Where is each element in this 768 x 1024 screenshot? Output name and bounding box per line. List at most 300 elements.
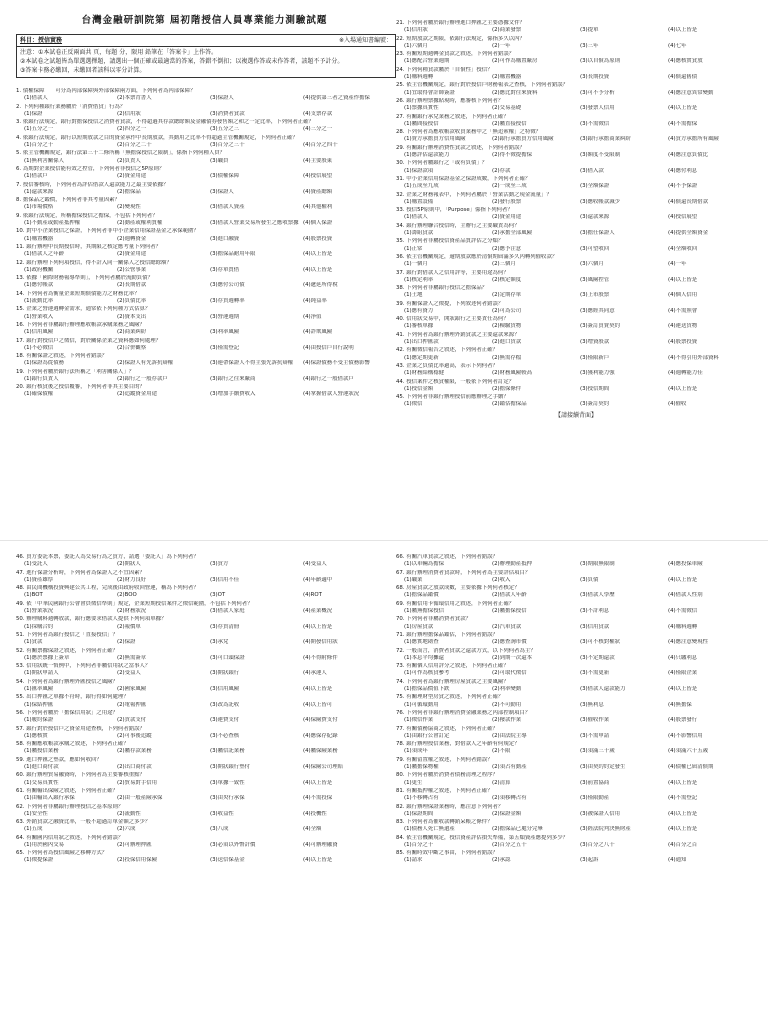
answer-option: (2)BOO [117,592,137,599]
question-stem: 58. 有關應收帳款承購之敘述，下列何者正確？ [16,741,129,748]
question-stem: 46. 買方委託本票，委託人為交易行為之買方，請選「委託人」為下列何者？ [16,554,199,560]
answer-option: (3)連帶保證人不得主張先訴抗辯權 [210,360,294,367]
answer-option: (4)買方承擔所有風險 [668,136,719,143]
question-item [396,394,756,408]
answer-option: (3)銀行承擔商業糾紛 [580,136,631,143]
answer-option: (2)一成至三成 [492,183,527,190]
question-item [16,726,396,740]
question-stem: 22. 短期放款之期限，依銀行法規定，係指多久以內？ [396,35,525,42]
question-item [16,741,396,755]
answer-option: (1)採購合約 [24,623,54,630]
question-stem: 16. 下列何者非屬銀行辦理應收帳款承購業務之風險？ [16,321,145,328]
question-item [396,223,756,237]
answer-option: (4)應注意異常變動 [668,89,714,96]
answer-option: (1)貸款 [24,639,43,646]
answer-option: (4)授信展望 [303,173,333,180]
answer-option: (1)履約保證 [24,717,54,724]
answer-options [396,639,756,646]
question-stem: 40. 信用狀交易中，開狀銀行之主要責任為何？ [396,316,509,323]
answer-option: (4)可辦理融資 [303,841,338,848]
question-item [16,819,396,833]
answer-options [396,624,756,631]
answer-option: (1)由銀行公會訂定 [404,732,450,739]
answer-options [396,655,756,662]
answer-option: (3)開狀銀行 [210,670,240,677]
continue-notice: 【請接續背面】 [554,411,597,419]
answer-option: (1)不必徵信 [24,344,54,351]
answer-options [16,142,396,149]
answer-options [16,686,396,693]
answer-options [396,292,756,299]
question-stem: 85. 有關時效中斷之事由，下列何者錯誤？ [396,850,498,857]
question-item [396,757,756,771]
answer-option: (3)提單 [580,27,599,34]
question-item [396,285,756,299]
answer-option: (2)由一般產險承保 [117,795,163,802]
answer-option: (2)無需存檔 [492,354,522,361]
answer-option: (2)擔保條件 [492,385,522,392]
answer-option: (1)土地 [404,292,423,299]
answer-option: (3)改為託收 [210,701,240,708]
answer-options [396,105,756,112]
question-stem: 77. 有關債務協商之敘述，下列何者正確？ [396,725,498,732]
answer-option: (4)保險費支付 [303,717,338,724]
answer-option: (3)進口融資 [210,235,240,242]
answer-options [16,780,396,787]
answer-option: (3)應付公司債 [210,282,245,289]
question-stem: 30. 下列何者屬銀行之「或有負債」？ [396,160,488,167]
answer-option: (4)以上皆可 [303,701,333,708]
note-line: ③答案卡務必繳回，未繳回者該科以零分計算。 [20,67,146,74]
question-item [16,648,396,662]
answer-option: (1)請求 [404,857,423,864]
answer-option: (2)可辦理押匯 [117,841,152,848]
question-item [396,726,756,740]
answer-options [396,370,756,377]
answer-options [16,592,396,599]
question-item [16,804,396,818]
answer-option: (3)前置協商 [580,779,610,786]
answer-option: (1)營業收入 [24,313,54,320]
answer-options [16,655,396,662]
answer-option: (4)不需照會 [668,307,698,314]
question-stem: 75. 有關理財型房貸之敘述，下列何者正確？ [396,694,504,701]
question-stem: 73. 有關個人信用評分之敘述，下列何者正確？ [396,663,509,670]
answer-option: (3)長期投資 [580,73,610,80]
answer-option: (2)信用狀 [117,110,141,117]
answer-options [396,90,756,97]
answer-option: (4)不需登記 [668,795,698,802]
answer-option: (2)由法院主導 [492,732,527,739]
answer-option: (1)BOT [24,592,43,599]
question-item [396,679,756,693]
answer-option: (3)保證人 [210,95,234,102]
answer-option: (3)期限無限制 [580,561,615,568]
exam-title: 台灣金融研訓院第 屆初階授信人員專業能力測驗試題 [81,15,328,26]
question-column-right [396,20,756,536]
question-item [396,379,756,393]
answer-option: (4)以上皆是 [303,779,333,786]
answer-option: (2)銀行承擔買方信用風險 [492,136,554,143]
answer-option: (3)存單質借 [210,266,240,273]
answer-option: (4)資產總額 [303,188,333,195]
answer-options [16,298,396,305]
question-stem: 81. 有關抵押權之敘述，下列何者正確？ [396,787,493,794]
answer-option: (2)受益人 [117,670,141,677]
answer-option: (3)可不核對權狀 [580,639,620,646]
answer-option: (1)籌組貸款 [404,229,434,236]
answer-option: (4)以上皆是 [303,266,333,273]
answer-option: (2)擔保品 [117,188,141,195]
answer-option: (1)銀行負責人 [24,375,59,382]
question-stem: 55. 出口押匯之單據不符時，銀行得如何處理？ [16,694,129,701]
answer-option: (1)不動產或動產抵押權 [24,219,81,226]
answer-option: (2)資金用途 [492,214,522,221]
question-stem: 84. 依主管機關規定，授信資產評估損失準備，第五類資產應提列多少？ [396,834,569,841]
answer-option: (1)擔保品鑑價 [404,592,439,599]
answer-options [16,204,396,211]
question-item [16,384,396,398]
answer-option: (4)償還舊債 [668,73,698,80]
answer-option: (1)授信金額 [404,385,434,392]
question-stem: 51. 下列何者為銀行授信之「直接授信」？ [16,631,118,638]
answer-options [396,74,756,81]
answer-option: (2)可為公司 [492,307,522,314]
answer-option: (2)利率變動 [492,685,522,692]
answer-options [396,152,756,159]
answer-option: (2)百分之五十 [492,841,527,848]
answer-option: (4)百分之四十 [303,141,338,148]
answer-option: (4)全額 [303,826,322,833]
answer-option: (1)不移轉占有 [404,795,439,802]
answer-option: (4)股票發行 [668,717,698,724]
answer-option: (2)可取代徵信 [492,670,527,677]
answer-option: (3)發票人信用 [580,105,615,112]
answer-option: (3)信用貸款 [580,623,610,630]
answer-option: (4)承運人 [303,670,327,677]
answer-option: (4)週轉能力佳 [668,370,703,377]
question-stem: 50. 辦理購料週轉放款，銀行應要求借款人提供下列何項單據？ [16,616,167,623]
answer-option: (2)負債比率 [117,297,147,304]
answer-option: (2)商業發票 [492,27,522,34]
question-stem: 19. 下列何者屬於銀行法所稱之「利害關係人」？ [16,368,135,375]
answer-option: (3)借款人學歷 [580,592,615,599]
note-line: ②本試卷之試題皆為單選選擇題，請選出一個正確或最適當的答案，答錯不倒扣；以複選作答或未作答者，該題不予計分。 [20,58,344,65]
question-item [396,238,756,252]
answer-option: (3)屬信託業務 [210,748,245,755]
answer-option: (1)屬擔保物權 [404,763,439,770]
question-column-left [16,554,396,1014]
answer-option: (3)債權保障 [210,173,240,180]
answer-option: (1)五分之一 [24,126,54,133]
answer-options [396,686,756,693]
answer-option: (1)房屋貸款 [404,623,434,630]
answer-option: (2)國家風險 [117,685,147,692]
answer-options [396,214,756,221]
answer-option: (2)撥款作業 [492,717,522,724]
answer-option: (3)起訴 [580,857,599,864]
question-item [396,176,756,190]
answer-option: (3)營運週期 [210,313,240,320]
question-item [396,347,756,361]
question-stem: 38. 下列何者非屬銀行授信之擔保品？ [396,285,488,292]
answer-option: (1)百分之十 [404,841,434,848]
answer-option: (2)存款 [492,167,511,174]
question-item [396,270,756,284]
answer-option: (3)簽訂契約 [580,401,610,408]
answer-option: (2)不限 [492,748,511,755]
question-stem: 52. 有關票據保證之敘述，下列何者正確？ [16,647,118,654]
answer-option: (2)無需簽章 [117,654,147,661]
answer-options [396,261,756,268]
answer-option: (2)應予注意 [492,245,522,252]
answer-options [16,251,396,258]
answer-options [16,236,396,243]
answer-option: (2)報價單 [117,623,141,630]
answer-option: (1)應於票據上簽章 [24,654,70,661]
answer-option: (4)通知 [668,857,687,864]
question-stem: 7. 授信審核時，下列何者為評估借款人還款能力之最主要依據？ [16,181,169,188]
answer-options [16,811,396,818]
question-stem: 21. 下列何者屬於銀行辦理進口押匯之主要憑據文件？ [396,20,525,26]
answer-option: (2)須占有動產 [492,763,527,770]
question-stem: 37. 銀行對借款人之信用評等，主要用途為何？ [396,269,509,276]
question-item [396,616,756,630]
question-item [396,663,756,677]
answer-option: (1)宜取得會計師簽證 [404,89,455,96]
question-stem: 10. 對中小企業授信之保證，下列何者非中小企業信用保證基金之承保範圍？ [16,228,199,235]
answer-option: (1)徵提保證 [24,857,54,864]
answer-options [16,748,396,755]
answer-option: (1)購置機器 [24,235,54,242]
answer-option: (4)ROT [303,592,322,599]
answer-option: (3)由央行承保 [210,795,245,802]
question-item [16,694,396,708]
answer-option: (1)百分之十 [24,141,54,148]
question-item [16,554,396,568]
question-item [396,192,756,206]
question-stem: 26. 銀行辦理票據貼現時，應審核下列何者？ [396,97,504,104]
answer-options [396,168,756,175]
answer-options [396,795,756,802]
answer-options [16,173,396,180]
answer-option: (4)遞延所得稅 [303,282,338,289]
question-stem: 35. 下列何者非屬授信資產品質評估之分類？ [396,238,504,245]
question-item [396,82,756,96]
answer-option: (3)風險控管 [580,276,610,283]
answer-option: (3)百分之八十 [580,841,615,848]
answer-options [16,717,396,724]
question-item [396,363,756,377]
answer-option: (3)不需徵信 [580,120,610,127]
answer-option: (1)購置設備 [404,198,434,205]
answer-options [396,277,756,284]
question-item [396,114,756,128]
question-stem: 69. 有關信用卡循環信用之敘述，下列何者正確？ [396,600,515,607]
question-stem: 82. 銀行辦理保證業務時，應注意下列何者？ [396,803,504,810]
answer-option: (3)利率風險 [210,329,240,336]
question-item [16,197,396,211]
answer-options [396,608,756,615]
answer-option: (2)發行股票 [492,198,522,205]
answer-options [16,670,396,677]
answer-options [396,670,756,677]
answer-option: (2)三個月 [492,261,516,268]
answer-options [396,136,756,143]
answer-option: (2)保證金額 [492,810,522,817]
answer-option: (4)個人保證 [303,219,333,226]
answer-options [16,95,396,102]
answer-option: (4)應保存紀錄 [303,732,338,739]
answer-options [396,717,756,724]
question-item [396,570,756,584]
question-item [16,663,396,677]
answer-option: (3)八成 [210,826,229,833]
question-item [16,119,396,133]
answer-option: (4)以上皆是 [668,779,698,786]
answer-option: (1)應實地勘查 [404,639,439,646]
answer-option: (1)應有資力 [404,307,434,314]
answer-option: (2)資本支出 [117,313,147,320]
question-item [16,213,396,227]
answer-option: (4)借款人性別 [668,592,703,599]
answer-option: (2)可事後追蹤 [117,732,152,739]
question-stem: 72. 一般而言，消費者貸款之還款方式，以下列何者為主？ [396,647,536,654]
answer-option: (3)無利息 [580,701,604,708]
answer-option: (2)投保信用保險 [117,857,157,864]
answer-option: (3)應經其同意 [580,307,615,314]
answer-options [16,189,396,196]
question-stem: 4. 依銀行法規定，銀行以短期放款之目的資金承作中長期放款，其動用之比率不得超過主管機關規定，下列何者正確？ [16,134,298,141]
answer-option: (3)借款人營業交易所發生之應收票據 [210,219,299,226]
question-item [16,135,396,149]
answer-option: (3)買方 [210,561,229,568]
answer-option: (4)應付利息 [668,167,698,174]
answer-option: (3)僅需登記 [210,344,240,351]
answer-option: (1)一個月 [404,261,428,268]
answer-option: (3)借入款 [580,167,604,174]
question-stem: 31. 中小企業信用保證基金之保證成數，下列何者正確？ [396,175,531,182]
answer-option: (4)淨值 [303,313,322,320]
question-stem: 63. 外銷貸款之融資比率，一般不超過訂單金額之多少？ [16,819,151,826]
answer-option: (4)不予保證 [668,183,698,190]
question-item [16,306,396,320]
question-stem: 67. 銀行辦理消費者貸款時，下列何者為主要評估項目？ [396,569,531,576]
question-item [16,182,396,196]
answer-option: (4)不需投保 [303,795,333,802]
answer-option: (3)負債 [580,576,599,583]
answer-option: (3)不定期還款 [580,654,615,661]
answer-options [396,842,756,849]
answer-option: (1)擔保品價值下跌 [404,685,450,692]
question-item [396,51,756,65]
answer-option: (3)運費支付 [210,717,240,724]
question-stem: 59. 進口押匯之墊款，應如何收回？ [16,756,102,763]
answer-options [16,639,396,646]
answer-option: (4)應投保車險 [668,561,703,568]
answer-option: (1)政府機關 [24,266,54,273]
answer-option: (4)保險公司理賠 [303,763,343,770]
answer-option: (2)定期存單 [492,292,522,299]
question-item [396,36,756,50]
question-stem: 57. 銀行對於授信戶之資金用途查核，下列何者錯誤？ [16,725,145,732]
answer-options [16,764,396,771]
question-stem: 29. 有關銀行辦理消費性貸款之敘述，下列何者錯誤？ [396,144,525,151]
question-stem: 53. 信用狀統一慣例中，下列何者非屬信用狀之當事人？ [16,663,151,670]
admission-code-label: ※入場通知書編號： [338,37,392,44]
answer-option: (3)必須以外幣計價 [210,841,256,848]
answer-options [396,230,756,237]
answer-option: (4)掌握借款人營運狀況 [303,391,360,398]
answer-options [396,308,756,315]
answer-option: (1)審核單據 [404,323,434,330]
answer-option: (2)檢驗貨物 [492,323,522,330]
question-item [396,788,756,802]
answer-option: (1)出口押匯款 [404,339,439,346]
answer-option: (4)不需徵信 [668,607,698,614]
answer-options [16,220,396,227]
question-stem: 48. 由民間機構投資興建公共工程，完成後由政府收回營運，稱為下列何者？ [16,585,199,592]
question-stem: 44. 授信案件之核貸權限，一般依下列何者訂定？ [396,378,515,385]
question-stem: 36. 依主管機關規定，逾期放款應於清償期屆滿多久內轉列催收款？ [396,253,558,260]
answer-option: (2)出口商付款 [117,763,152,770]
answer-option: (1)受託人 [24,561,48,568]
answer-option: (1)用於國內交易 [24,841,64,848]
answer-option: (4)以上皆是 [668,826,698,833]
answer-options [396,401,756,408]
answer-option: (3)授信期間 [580,385,610,392]
answer-option: (2)保證 [117,639,136,646]
answer-option: (3)不必查核 [210,732,240,739]
answer-option: (1)應配合營業週期 [404,58,450,65]
question-stem: 79. 有關留置權之敘述，下列何者錯誤？ [396,756,493,763]
answer-option: (4)以上皆是 [668,810,698,817]
answer-option: (2)銀行之一般存款戶 [117,375,168,382]
answer-option: (1)徵信 [404,401,423,408]
answer-option: (3)信用不佳 [210,576,240,583]
answer-option: (4)提供全額資金 [668,229,708,236]
question-stem: 70. 下列何者非屬消費者貸款？ [396,616,471,623]
answer-option: (1)職業 [404,576,423,583]
answer-option: (3)信用風險 [210,685,240,692]
answer-option: (4)以上皆是 [668,385,698,392]
answer-option: (3)不需申請 [580,732,610,739]
answer-options [396,43,756,50]
answer-option: (4)債權已屆清償期 [668,763,714,770]
answer-option: (1)核定利率 [404,276,434,283]
answer-option: (3)六個月 [580,261,604,268]
answer-option: (2)收入 [492,576,511,583]
answer-option: (1)開狀申請人 [24,670,59,677]
answer-option: (1)資產雄厚 [24,576,54,583]
question-stem: 32. 企業之財務報表中，下列何者屬於「營業活動之現金流量」？ [396,191,552,198]
answer-option: (2)長期借款 [117,282,147,289]
answer-option: (4)百分之百 [668,841,698,848]
answer-option: (2)須移轉占有 [492,795,527,802]
answer-option: (4)應核實貸放 [668,58,703,65]
answer-option: (2)汽車貸款 [492,623,522,630]
question-item [396,601,756,615]
question-stem: 25. 依主管機關規定，銀行對於授信戶財務報表之查核，下列何者錯誤？ [396,82,569,89]
question-stem: 47. 進行保證分析時，下列何者為保證人之不宜因素？ [16,569,145,576]
answer-option: (3)存貨清冊 [210,623,240,630]
question-item [16,570,396,584]
answer-option: (4)詐欺風險 [303,329,333,336]
answer-option: (1)須成年 [404,748,428,755]
answer-option: (4)其他權利 [303,204,333,211]
answer-option: (1)屬無擔保授信 [404,607,444,614]
answer-options [396,577,756,584]
